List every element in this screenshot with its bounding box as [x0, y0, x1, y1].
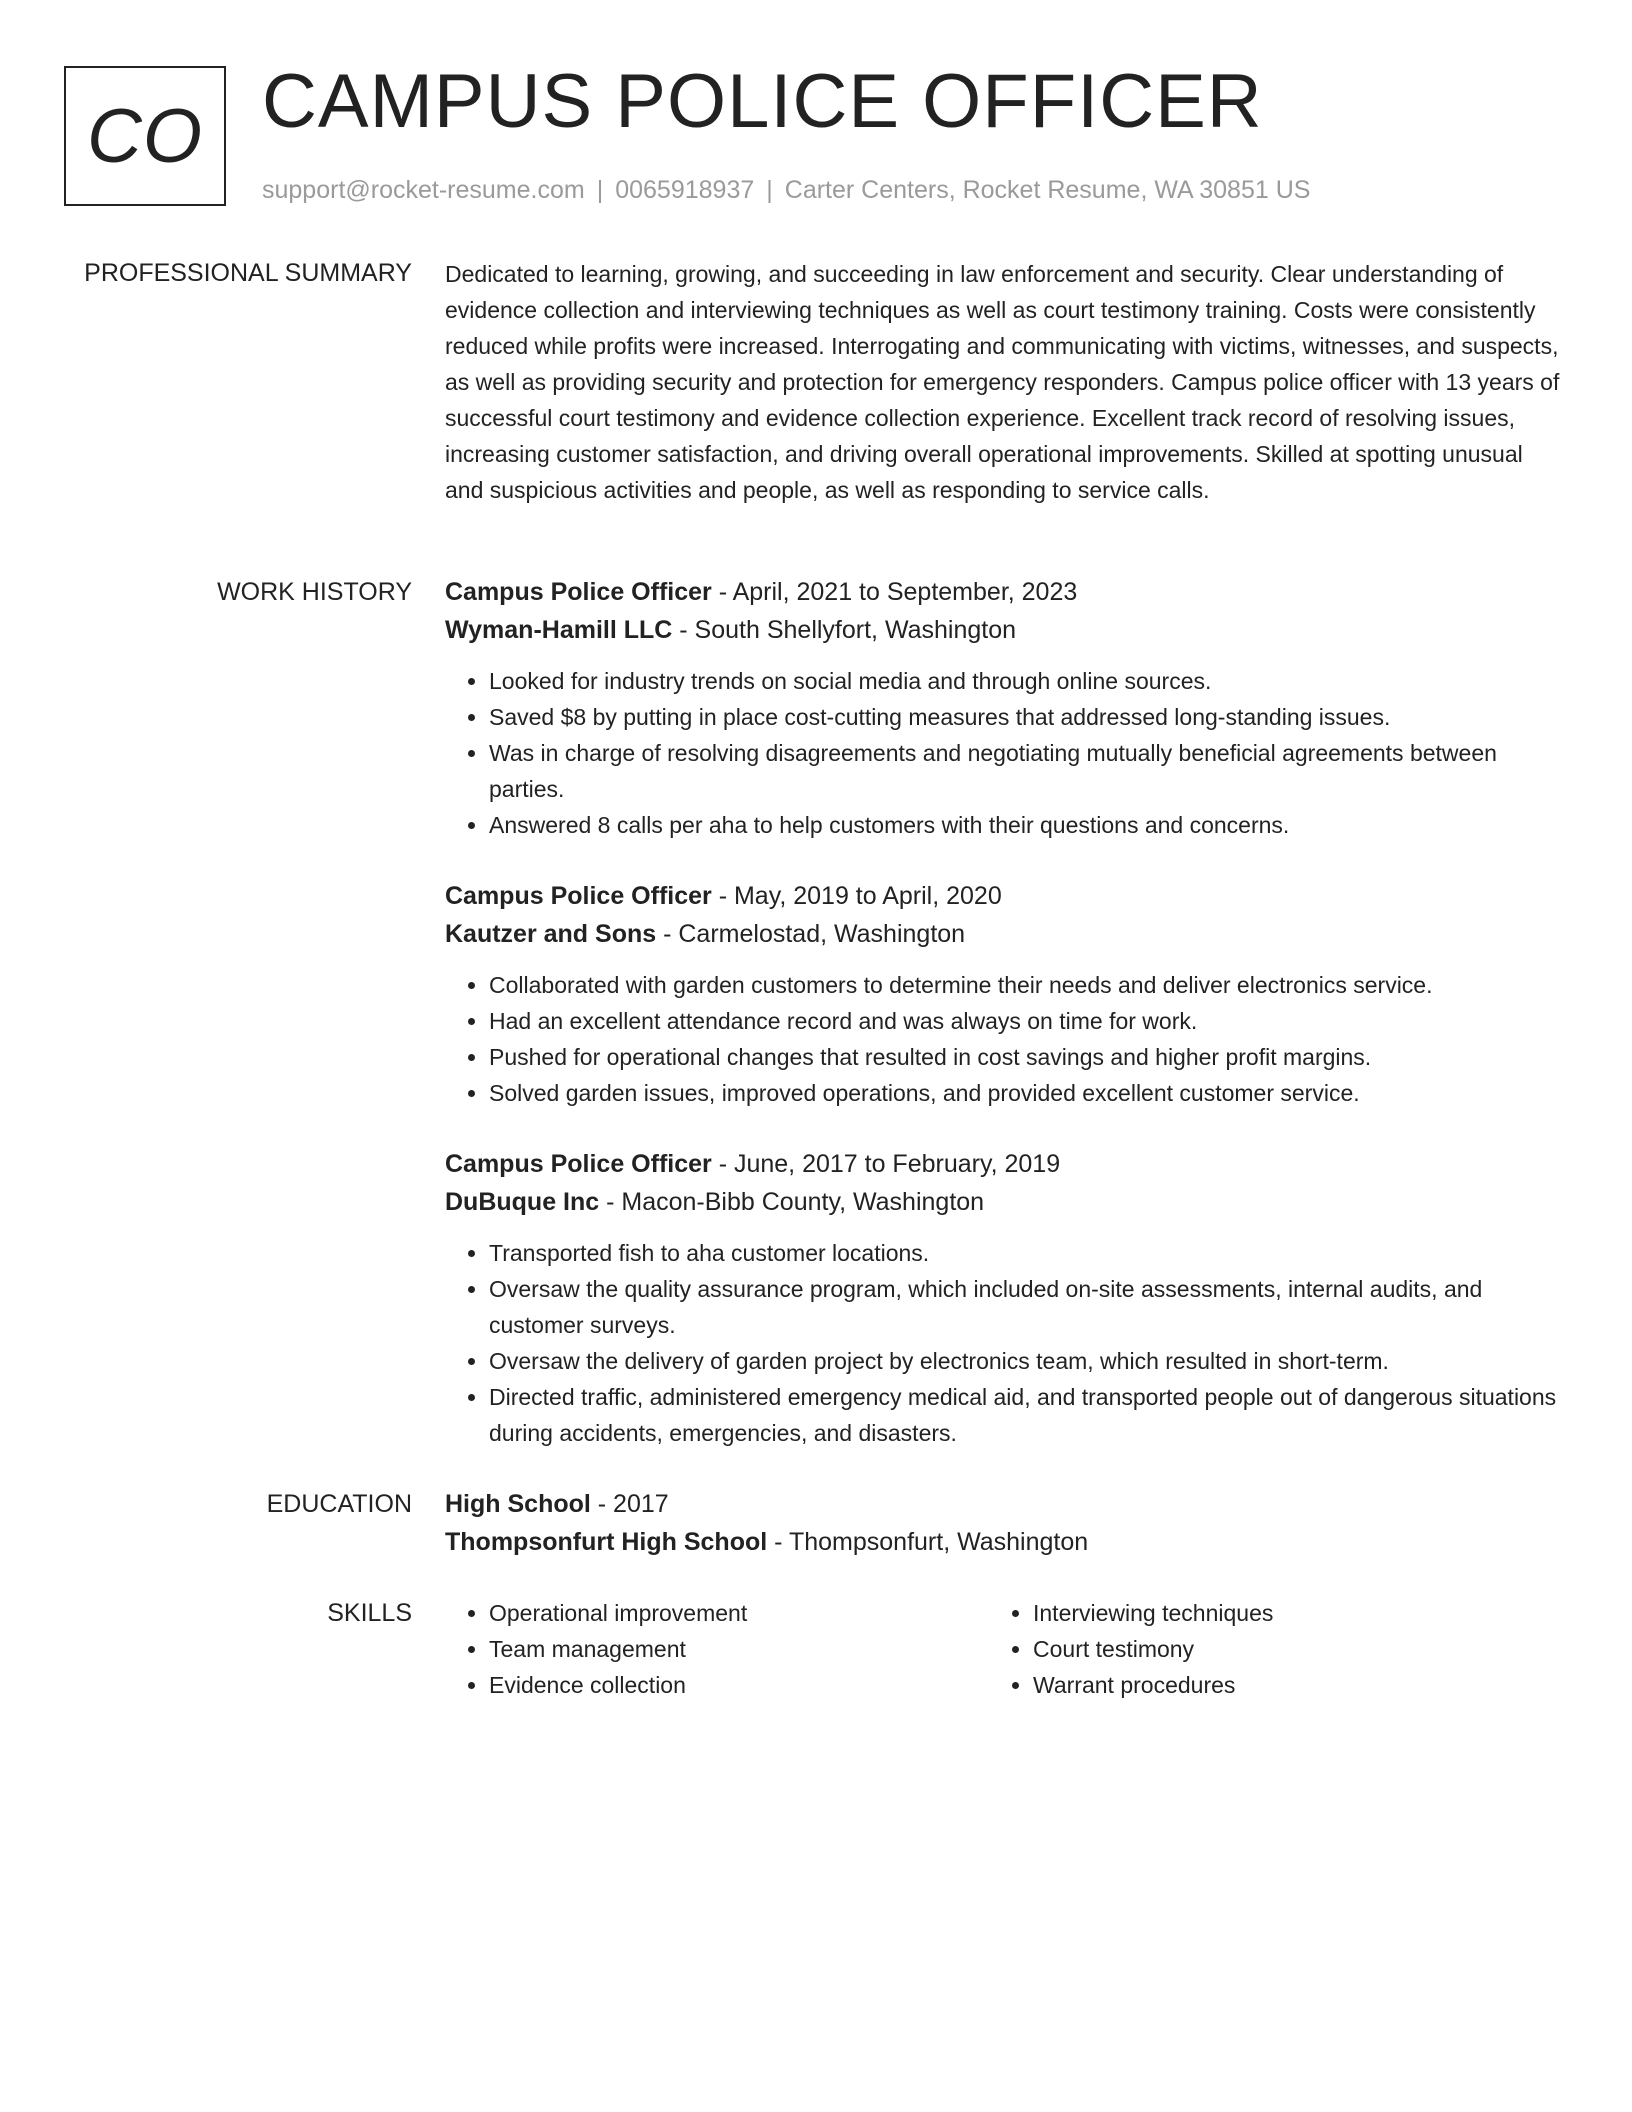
job-entry: [445, 573, 1565, 843]
contact-phone[interactable]: 0065918937: [615, 176, 755, 204]
job-company-line: [445, 1183, 1565, 1221]
job-title: Campus Police Officer: [445, 882, 712, 910]
education-school-line: [445, 1523, 1565, 1561]
job-bullets: [445, 1235, 1565, 1451]
contact-email[interactable]: support@rocket-resume.com: [262, 176, 585, 204]
job-bullets: [445, 663, 1565, 843]
job-bullet: • Transported fish to aha customer locations.: [489, 1235, 1565, 1271]
job-company-line: [445, 611, 1565, 649]
resume-title: CAMPUS POLICE OFFICER: [262, 59, 1263, 144]
job-company: Kautzer and Sons: [445, 920, 657, 948]
section-label-summary: PROFESSIONAL SUMMARY: [84, 259, 412, 287]
job-title: Campus Police Officer: [445, 1150, 712, 1178]
job-bullet: • Oversaw the quality assurance program, which included on-site assessments, internal audits, and customer surveys.: [489, 1271, 1565, 1343]
section-label-work: WORK HISTORY: [217, 578, 412, 606]
job-bullet: • Solved garden issues, improved operations, and provided excellent customer service.: [489, 1075, 1565, 1111]
job-title: Campus Police Officer: [445, 578, 712, 606]
monogram-initials: CO: [87, 93, 203, 179]
job-company-line: [445, 915, 1565, 953]
skill-item: • Operational improvement: [489, 1595, 989, 1631]
section-label-skills: SKILLS: [327, 1599, 412, 1627]
skills-column-right: [989, 1595, 1533, 1703]
job-title-line: [445, 1145, 1565, 1183]
job-bullet: • Collaborated with garden customers to determine their needs and deliver electronics service.: [489, 967, 1565, 1003]
skill-item: • Team management: [489, 1631, 989, 1667]
skills-column-left: [445, 1595, 989, 1703]
job-bullet: • Had an excellent attendance record and was always on time for work.: [489, 1003, 1565, 1039]
education-location: - Thompsonfurt, Washington: [767, 1528, 1089, 1556]
summary-section: [445, 256, 1565, 508]
job-location: - Macon-Bibb County, Washington: [599, 1188, 985, 1216]
education-year: - 2017: [590, 1490, 669, 1518]
work-history-section: [445, 573, 1565, 1485]
education-section: [445, 1485, 1565, 1561]
summary-text: Dedicated to learning, growing, and succeeding in law enforcement and security. Clear understanding of evidence collection and interviewing techniques as well as court testimony training. Costs were consistently reduced while profits were increased. Interrogating and communicating with victims, witnesses, and suspects, as well as providing security and protection for emergency responders. Campus police officer with 13 years of successful court testimony and evidence collection experience. Excellent track record of resolving issues, increasing customer satisfaction, and driving overall operational improvements. Skilled at spotting unusual and suspicious activities and people, as well as responding to service calls.: [445, 261, 1560, 503]
job-bullet: • Oversaw the delivery of garden project by electronics team, which resulted in short-term.: [489, 1343, 1565, 1379]
job-location: - South Shellyfort, Washington: [672, 616, 1017, 644]
job-company: Wyman-Hamill LLC: [445, 616, 673, 644]
education-school: Thompsonfurt High School: [445, 1528, 768, 1556]
job-bullet: • Looked for industry trends on social media and through online sources.: [489, 663, 1565, 699]
job-entry: [445, 877, 1565, 1111]
contact-separator: |: [596, 176, 604, 204]
skill-item: • Court testimony: [1033, 1631, 1533, 1667]
contact-address: Carter Centers, Rocket Resume, WA 30851 US: [784, 176, 1311, 204]
monogram-box: [64, 66, 226, 206]
job-bullets: [445, 967, 1565, 1111]
job-dates: - April, 2021 to September, 2023: [711, 578, 1078, 606]
job-location: - Carmelostad, Washington: [656, 920, 966, 948]
skill-item: • Interviewing techniques: [1033, 1595, 1533, 1631]
job-bullet: • Saved $8 by putting in place cost-cutting measures that addressed long-standing issues.: [489, 699, 1565, 735]
section-label-education: EDUCATION: [266, 1490, 412, 1518]
contact-separator: |: [766, 176, 773, 204]
job-title-line: [445, 877, 1565, 915]
job-bullet: • Directed traffic, administered emergency medical aid, and transported people out of dangerous situations during accidents, emergencies, and disasters.: [489, 1379, 1565, 1451]
skill-item: • Evidence collection: [489, 1667, 989, 1703]
job-title-line: [445, 573, 1565, 611]
job-bullet: • Answered 8 calls per aha to help customers with their questions and concerns.: [489, 807, 1565, 843]
job-dates: - June, 2017 to February, 2019: [711, 1150, 1061, 1178]
job-bullet: • Was in charge of resolving disagreements and negotiating mutually beneficial agreements between parties.: [489, 735, 1565, 807]
skills-section: [445, 1595, 1565, 1703]
job-dates: - May, 2019 to April, 2020: [711, 882, 1002, 910]
skills-grid: [445, 1595, 1565, 1703]
skill-item: • Warrant procedures: [1033, 1667, 1533, 1703]
education-degree-line: [445, 1485, 1565, 1523]
job-entry: [445, 1145, 1565, 1451]
job-bullet: • Pushed for operational changes that resulted in cost savings and higher profit margins.: [489, 1039, 1565, 1075]
education-degree: High School: [445, 1490, 591, 1518]
job-company: DuBuque Inc: [445, 1188, 600, 1216]
contact-line: [262, 174, 1310, 206]
